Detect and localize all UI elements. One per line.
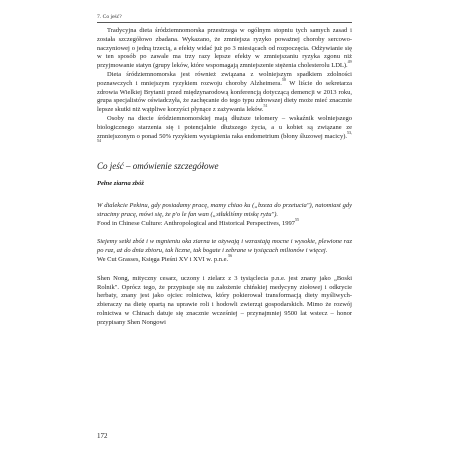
paragraph <box>97 27 352 71</box>
footnote-ref: 50 <box>281 76 286 82</box>
epigraph-quote <box>97 238 352 264</box>
footnote-ref: 53, 54 <box>97 129 352 144</box>
quote-source <box>97 216 352 229</box>
section-heading: Co jeść – omówienie szczegółowe <box>97 161 219 172</box>
paragraph <box>97 71 352 115</box>
footnote-ref: 49 <box>347 59 352 65</box>
footnote-ref: 51 <box>263 103 268 109</box>
sub-heading: Pełne ziarna zbóż <box>97 180 144 188</box>
paragraph-text: Osoby na diecie śródziemnomorskiej mają dłuższe telomery – wskaźnik wolniejszego biologicznego starzenia się i potencjalnie dłuższego życia, a u kobiet są związane ze zmniejszonym o ponad 50% ryzykiem wystąpienia raka endometrium (błony śluzowej macicy). <box>97 114 352 140</box>
footnote-ref: 55 <box>295 216 300 222</box>
page-number: 172 <box>97 432 108 440</box>
paragraph <box>97 115 352 150</box>
running-head: 7. Co jeść? <box>97 14 122 20</box>
epigraph-quote <box>97 202 352 228</box>
paragraph-text: Tradycyjna dieta śródziemnomorska przestrzega w ogólnym stopniu tych samych zasad i została szczegółowo zbadana. Wykazano, że zmniejsza ryzyko poważnej choroby sercowo-naczyniowej o jedną trzecią, a efekty widać już po 3 miesiącach od rozpoczęcia. Odżywianie się w ten sposób po zawale ma trzy razy lepsze efekty w zmniejszaniu ryzyka zgonu niż przyjmowanie statyn (grupy leków, które wspomagają zmniejszenie stężenia cholesterolu LDL). <box>97 27 352 70</box>
text-body <box>97 27 352 328</box>
quote-source-text: Food in Chinese Culture: Anthropological and Historical Perspectives, 1997 <box>97 219 296 227</box>
quote-source <box>97 252 352 265</box>
paragraph-text: Dieta śródziemnomorska jest również związana z wolniejszym spadkiem zdolności poznawczych i mniejszym ryzykiem rozwoju choroby Alzheimera. <box>97 70 352 87</box>
quote-text: W dialekcie Pekinu, gdy posiadamy pracę, mamy chiao ku („bzeza do przetucia"), natomiast gdy stracimy pracę, mówi się, że p'o le fan wan („stłukliśmy miskę ryżu"). <box>97 201 352 218</box>
quote-text: Siejemy setki zbóż i w mgnieniu oka ziarna te ożywają i wzrastają mocne i wysokie, plewione raz po raz, aż do dnia zbioru, tak liczne, tak bogate i zebrane w tysiącach milionów i więcej. <box>97 238 352 255</box>
quote-source-text: We Cut Grasses, Księga Pieśni XV i XVI w. p.n.e. <box>97 255 229 263</box>
header-rule <box>97 22 352 23</box>
closing-paragraph: Shen Nong, mityczny cesarz, uczony i zielarz z 3 tysiąclecia p.n.e. jest znany jako „Boski Rolnik". Oprócz tego, że przypisuje się nu założenie chińskiej medycyny ziołowej i odkrycie herbaty, znany jest jako ojciec rolnictwa, który pokierował transformacją diety myśliwych-zbieraczy na dietę opartą na uprawie roli i hodowli zwierząt gospodarskich. Mimo że rozwój rolnictwa w Chinach datuje się znacznie wcześniej – przynajmniej 9500 lat wstecz – honor przypisany Shen Nongowi <box>97 274 352 326</box>
paragraph-text: W liście do sekretarza zdrowia Wielkiej Brytanii przed międzynarodową konferencją dotyczącą demencji w 2013 roku, grupa specjalistów oświadczyła, że zachęcanie do tego typu zdrowszej diety może mieć znacznie lepsze skutki niż wątpliwe korzyści płynące z zażywania leków. <box>97 79 352 114</box>
footnote-ref: 56 <box>228 252 233 258</box>
